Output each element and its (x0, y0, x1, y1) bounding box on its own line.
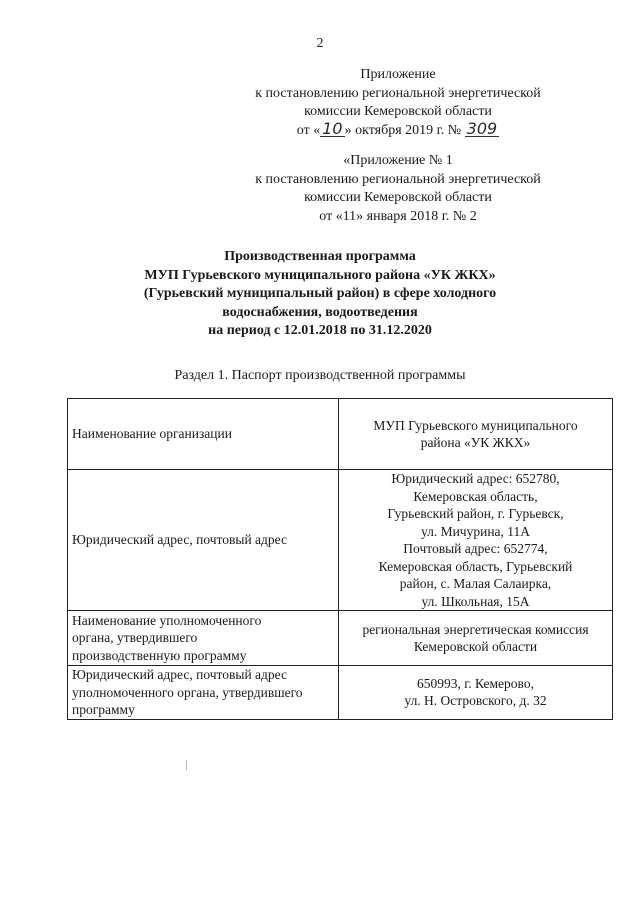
appendix-line: к постановлению региональной энергетической (255, 85, 541, 101)
value-line: район, с. Малая Салаирка, (399, 576, 552, 591)
appendix-date-line (228, 118, 568, 141)
table-row (68, 611, 613, 666)
value-line: Кемеровская область, (413, 488, 538, 504)
label-line: Юридический адрес, почтовый адрес (72, 532, 287, 548)
value-line: Кемеровской области (413, 639, 538, 654)
title-line: водоснабжения, водоотведения (222, 304, 418, 320)
row-label (68, 666, 339, 720)
value-line: 650993, г. Кемерово, (417, 675, 534, 691)
appendix-date-line: от «11» января 2018 г. № 2 (319, 208, 477, 224)
label-line: Наименование организации (72, 426, 232, 442)
row-value (339, 399, 613, 470)
appendix-title: «Приложение № 1 (343, 153, 453, 168)
row-label (68, 399, 339, 470)
table-row (68, 666, 613, 720)
handwritten-day: 10 (322, 118, 343, 138)
appendix-line: комиссии Кемеровской области (304, 104, 492, 119)
appendix-line: комиссии Кемеровской области (304, 190, 492, 205)
appendix-line: к постановлению региональной энергетической (255, 171, 541, 187)
value-line: ул. Н. Островского, д. 32 (404, 693, 547, 709)
label-line: производственную программу (72, 647, 247, 663)
title-line: Производственная программа (224, 249, 416, 264)
program-title (100, 248, 540, 341)
page-number: 2 (316, 36, 324, 51)
handwritten-number: 309 (466, 118, 498, 138)
label-line: программу (72, 702, 135, 717)
section-heading: Раздел 1. Паспорт производственной программы (174, 368, 466, 383)
value-line: ул. Мичурина, 11А (420, 523, 531, 539)
value-line: района «УК ЖКХ» (420, 435, 531, 450)
title-line: МУП Гурьевского муниципального района «УК ЖКХ» (144, 267, 496, 283)
value-line: ул. Школьная, 15А (421, 593, 530, 609)
value-line: Почтовый адрес: 652774, (403, 541, 548, 556)
value-line: МУП Гурьевского муниципального (373, 417, 578, 433)
label-line: Наименование уполномоченного (72, 612, 262, 628)
value-line: Гурьевский район, г. Гурьевск, (387, 506, 564, 521)
value-line: региональная энергетическая комиссия (362, 621, 589, 637)
table-row (68, 399, 613, 470)
appendix-current-header (228, 66, 568, 140)
row-value (339, 611, 613, 666)
passport-table (67, 398, 613, 720)
label-line: органа, утвердившего (72, 630, 198, 646)
value-line: Юридический адрес: 652780, (391, 471, 560, 486)
title-line: (Гурьевский муниципальный район) в сфере холодного (143, 286, 497, 301)
appendix-original-header (228, 152, 568, 226)
title-line: на период с 12.01.2018 по 31.12.2020 (208, 323, 432, 338)
appendix-title: Приложение (360, 67, 436, 82)
table-row (68, 470, 613, 611)
label-line: Юридический адрес, почтовый адрес (72, 667, 287, 682)
value-line: Кемеровская область, Гурьевский (378, 558, 573, 574)
scan-mark (186, 760, 187, 770)
row-label (68, 611, 339, 666)
row-label (68, 470, 339, 611)
row-value (339, 666, 613, 720)
date-middle: » октября 2019 г. № (344, 122, 465, 138)
row-value (339, 470, 613, 611)
date-prefix: от « (296, 122, 321, 138)
label-line: уполномоченного органа, утвердившего (72, 684, 303, 700)
